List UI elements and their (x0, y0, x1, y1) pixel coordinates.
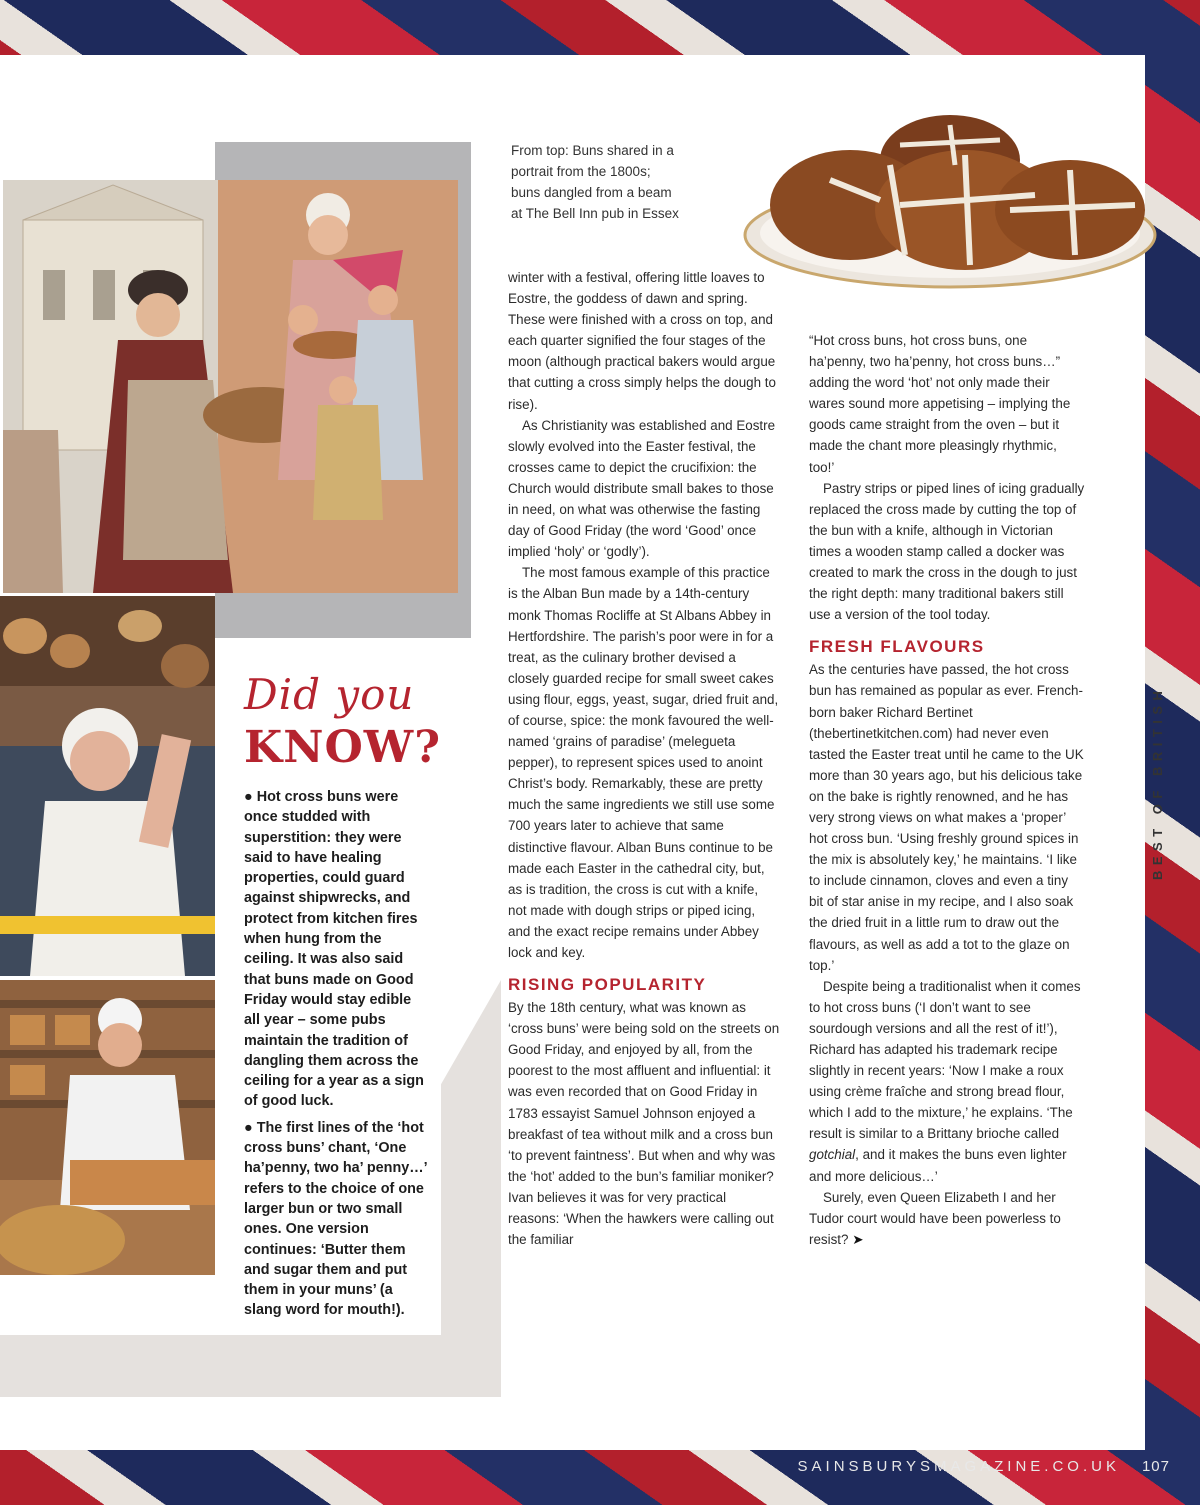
article-column-2 (809, 330, 1085, 1250)
text-span: Despite being a traditionalist when it comes to hot cross buns (‘I don’t want to see sourdough versions and all the rest of it!’), Richard has adapted his trademark recipe slightly in recent years: ‘Now I make a roux using crème fraîche and strong bread flour, which I add to the mixture,’ he explains. ‘The result is similar to a Brittany brioche called (809, 978, 1081, 1142)
did-you-know-text (244, 787, 430, 1327)
buns-hanging-beam-photo (0, 596, 215, 976)
paragraph: The most famous example of this practice is the Alban Bun made by a 14th-century monk Thomas Rocliffe at St Albans Abbey in Hertfordshire. The parish’s poor were in for a treat, as the culinary brother devised a closely guarded recipe for small sweet cakes using flour, eggs, yeast, sugar, dried fruit and, of course, spice: the monk favoured the well-named ‘grains of paradise’ (melegueta pepper), to represent spices used to anoint Christ’s body. Remarkably, these are pretty much the same ingredients we still use some 700 years later to achieve that same distinctive flavour. Alban Buns continue to be made each Easter in the cathedral city, but, as is tradition, the cross is cut with a knife, not made with dough strips or piped icing, and the exact recipe remains under Abbey lock and key. (508, 565, 779, 960)
section-heading: FRESH FLAVOURS (809, 637, 985, 657)
paragraph: “Hot cross buns, hot cross buns, one ha’penny, two ha’penny, hot cross buns…” adding the word ‘hot’ not only made their wares sound more appetising – implying the goods came straight from the oven – but it made the chant more pleasingly rhythmic, too!’ (809, 333, 1071, 475)
grey-light-shape (0, 1335, 500, 1397)
historic-bun-sellers-illustration (3, 180, 458, 593)
paragraph: Pastry strips or piped lines of icing gradually replaced the cross made by cutting the top of the bun with a knife, although in Victorian times a wooden stamp called a docker was created to mark the cross in the dough to just the right depth: many traditional bakers still use a version of the tool today. (809, 480, 1085, 623)
paragraph (809, 976, 1085, 1187)
baker-with-buns-photo (0, 980, 215, 1275)
image-caption: From top: Buns shared in a portrait from the 1800s; buns dangled from a beam at The Bell Inn pub in Essex (511, 143, 679, 221)
section-heading: RISING POPULARITY (508, 975, 707, 995)
page-number: 107 (1141, 1458, 1170, 1475)
did-you-know-script-heading: Did you (244, 670, 415, 719)
hot-cross-buns-plate-photo (740, 115, 1160, 290)
paragraph: As the centuries have passed, the hot cross bun has remained as popular as ever. French-born baker Richard Bertinet (thebertinetkitchen.com) had never even tasted the Easter treat until he came to the UK more than 30 years ago, but his delicious take on the bake is rightly renowned, and he has very strong views on what makes a ‘proper’ hot cross bun. ‘Using freshly ground spices in the mix is absolutely key,’ he maintains. ‘I like to include cinnamon, cloves and even a tiny bit of star anise in my recipe, and I also soak the dried fruit in a little rum to draw out the flavours, as well as add a tot to the glaze on top.’ (809, 662, 1084, 973)
article-column-1 (508, 267, 780, 1250)
paragraph: winter with a festival, offering little loaves to Eostre, the goddess of dawn and spring. These were finished with a cross on top, and each quarter signified the four stages of the moon (although practical bakers would argue that cutting a cross simply helps the dough to rise). (508, 270, 776, 412)
fact-bullet: ● Hot cross buns were once studded with superstition: they were said to have healing properties, could guard against shipwrecks, and protect from kitchen fires when hung from the ceiling. It was also said that buns made on Good Friday would stay edible all year – some pubs maintain the tradition of dangling them across the ceiling for a year as a sign of good luck. (244, 789, 424, 1110)
text-span: Surely, even Queen Elizabeth I and her Tudor court would have been powerless to resist? (809, 1189, 1061, 1247)
paragraph: As Christianity was established and Eostre slowly evolved into the Easter festival, the crosses came to depict the crucifixion: the Church would distribute small bakes to those in need, on what was otherwise the fasting day of Good Friday (the word ‘Good’ once implied ‘holy’ or ‘godly’). (508, 417, 776, 560)
footer-website: SAINSBURYSMAGAZINE.CO.UK (797, 1458, 1120, 1475)
page-footer (798, 1458, 1170, 1475)
section-side-label: BEST OF BRITISH (1150, 685, 1165, 880)
did-you-know-title: KNOW? (244, 722, 441, 773)
continue-arrow-icon: ➤ (852, 1231, 864, 1247)
fact-bullet: ● The first lines of the ‘hot cross buns’ chant, ‘One ha’penny, two ha’ penny…’ refers to the choice of one larger bun or two small ones. One version continues: ‘Butter them and sugar them and put them in your muns’ (a slang word for mouth!). (244, 1119, 427, 1319)
paragraph: By the 18th century, what was known as ‘cross buns’ were being sold on the streets on Good Friday, and enjoyed by all, from the poorest to the most affluent and influential: it was even recorded that on Good Friday in 1783 essayist Samuel Johnson enjoyed a breakfast of tea without milk and a cross bun ‘to prevent faintness’. But when and why was the ‘hot’ added to the bun’s familiar moniker? Ivan believes it was for very practical reasons: ‘When the hawkers were calling out the familiar (508, 1000, 780, 1248)
paragraph (809, 1187, 1085, 1250)
italic-term: gotchial (809, 1147, 856, 1163)
text-span: , and it makes the buns even lighter and more delicious…’ (809, 1147, 1067, 1184)
